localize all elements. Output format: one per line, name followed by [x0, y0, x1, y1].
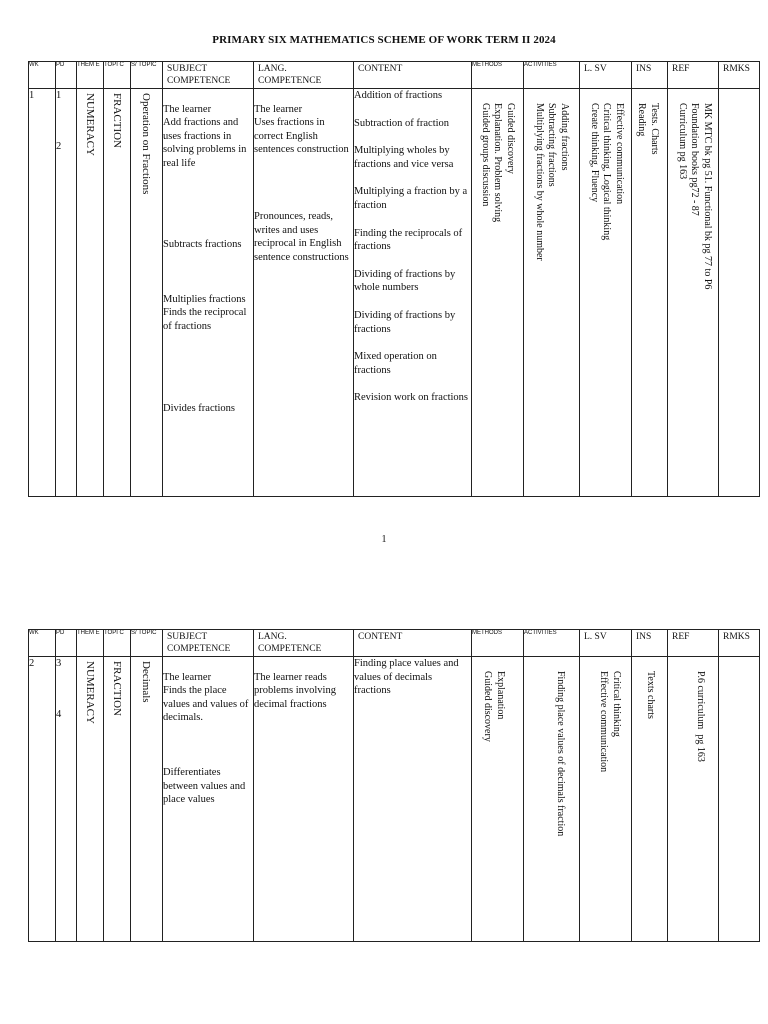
scheme-table-week-1 [28, 61, 760, 497]
reference-text: P.6 curriculum pg 163 [695, 671, 706, 762]
content-item: Mixed operation on fractions [354, 351, 437, 376]
period-cell [56, 657, 77, 942]
period-value: 2 [56, 140, 62, 152]
lang-text: The learner Uses fractions in correct English sentences construction [254, 103, 349, 156]
content-item: Finding place values and values of decimals fractions [354, 658, 459, 697]
scheme-table-week-2 [28, 629, 760, 942]
content-item: Multiplying a fraction by a fraction [354, 186, 468, 211]
subject-competence-cell [163, 89, 254, 497]
header-lsv: L. SV [580, 62, 632, 89]
methods-cell [472, 657, 524, 942]
lang-competence-cell [254, 657, 354, 942]
header-ins: INS [632, 62, 668, 89]
content-item: Subtraction of fraction [354, 117, 450, 129]
content-cell [354, 657, 472, 942]
period-value: 3 [56, 658, 62, 669]
competence-text: Multiplies fractions Finds the reciprocal of fractions [163, 293, 247, 332]
lang-text: Pronounces, reads, writes and uses reciprocal in English sentence constructions [254, 211, 349, 263]
life-skills-cell [580, 89, 632, 497]
theme-text: NUMERACY [84, 661, 96, 724]
life-skills-cell [580, 657, 632, 942]
period-value: 1 [56, 90, 62, 101]
header-content: CONTENT [354, 630, 472, 657]
content-item: Revision work on fractions [354, 392, 469, 404]
header-lang-competence: LANG. COMPETENCE [254, 630, 354, 657]
topic-cell [104, 89, 131, 497]
activities-text: Finding place values of decimals fraction [555, 671, 566, 837]
header-activities: ACTIVITIES [524, 62, 580, 89]
content-item: Multiplying wholes by fractions and vice versa [354, 145, 454, 170]
header-ins: INS [632, 630, 668, 657]
instructional-materials-text: Tests. Charts Reading [636, 103, 660, 155]
activities-cell [524, 657, 580, 942]
methods-text: Explanation Guided discovery [482, 671, 506, 742]
header-subtopic: S/ TOPIC [131, 62, 163, 89]
header-methods: METHODS [472, 62, 524, 89]
theme-text: NUMERACY [84, 93, 96, 156]
header-subject-competence: SUBJECT COMPETENCE [163, 62, 254, 89]
period-value: 4 [56, 708, 62, 720]
content-item: Dividing of fractions by whole numbers [354, 268, 456, 294]
header-pd: PD [56, 62, 77, 89]
header-lsv: L. SV [580, 630, 632, 657]
remarks-cell [719, 657, 760, 942]
header-wk: WK [29, 62, 56, 89]
table-row [29, 89, 760, 497]
header-activities: ACTIVITIES [524, 630, 580, 657]
content-item: Finding the reciprocals of fractions [354, 227, 463, 253]
table-row [29, 657, 760, 942]
competence-text: Subtracts fractions [163, 238, 242, 250]
subtopic-text: Decimals [140, 661, 152, 703]
week-cell: 2 [29, 657, 56, 942]
header-topic: TOPI C [104, 62, 131, 89]
competence-text: The learner Finds the place values and values of decimals. [163, 671, 249, 724]
lang-text: The learner reads problems involving decimal fractions [254, 671, 336, 710]
subtopic-text: Operation on Fractions [140, 93, 152, 195]
header-methods: METHODS [472, 630, 524, 657]
topic-cell [104, 657, 131, 942]
activities-text: Adding fractions Subtracting fractions Multiplying fractions by whole number [534, 103, 570, 261]
header-lang-competence: LANG. COMPETENCE [254, 62, 354, 89]
lang-competence-cell [254, 89, 354, 497]
header-rmks: RMKS [719, 62, 760, 89]
header-content: CONTENT [354, 62, 472, 89]
instructional-materials-cell [632, 89, 668, 497]
header-ref: REF [668, 630, 719, 657]
header-wk: WK [29, 630, 56, 657]
topic-text: FRACTION [111, 93, 123, 149]
reference-cell [668, 89, 719, 497]
reference-text: MK MTC bk pg 51. Functional bk pg 77 to P6 Foundation books pg72 - 87 Curriculum pg 163 [677, 103, 713, 290]
theme-cell [77, 89, 104, 497]
content-cell [354, 89, 472, 497]
content-item: Dividing of fractions by fractions [354, 309, 456, 335]
header-ref: REF [668, 62, 719, 89]
subject-competence-cell [163, 657, 254, 942]
remarks-cell [719, 89, 760, 497]
competence-text: Divides fractions [163, 402, 236, 414]
header-topic: TOPI C [104, 630, 131, 657]
header-row [29, 62, 760, 89]
subtopic-cell [131, 89, 163, 497]
header-theme: THEM E [77, 630, 104, 657]
header-subject-competence: SUBJECT COMPETENCE [163, 630, 254, 657]
competence-text: Differentiates between values and place values [163, 767, 246, 806]
topic-text: FRACTION [111, 661, 123, 717]
life-skills-text: Critical thinking Effective communication [598, 671, 622, 773]
subtopic-cell [131, 657, 163, 942]
page-number: 1 [381, 534, 387, 545]
reference-cell [668, 657, 719, 942]
instructional-materials-cell [632, 657, 668, 942]
content-item: Addition of fractions [354, 90, 443, 101]
competence-text: The learner Add fractions and uses fractions in solving problems in real life [163, 103, 247, 169]
methods-cell [472, 89, 524, 497]
header-row [29, 630, 760, 657]
methods-text: Guided discovery Explanation. Problem solving Guided groups discussion [480, 103, 516, 223]
header-pd: PD [56, 630, 77, 657]
header-subtopic: S/ TOPIC [131, 630, 163, 657]
week-cell: 1 [29, 89, 56, 497]
activities-cell [524, 89, 580, 497]
theme-cell [77, 657, 104, 942]
life-skills-text: Effective communication Critical thinking, Logical thinking Create thinking, Fluency [589, 103, 625, 241]
document-title: PRIMARY SIX MATHEMATICS SCHEME OF WORK TERM II 2024 [212, 34, 556, 46]
header-theme: THEM E [77, 62, 104, 89]
header-rmks: RMKS [719, 630, 760, 657]
instructional-materials-text: Texts charts [645, 671, 656, 719]
period-cell [56, 89, 77, 497]
